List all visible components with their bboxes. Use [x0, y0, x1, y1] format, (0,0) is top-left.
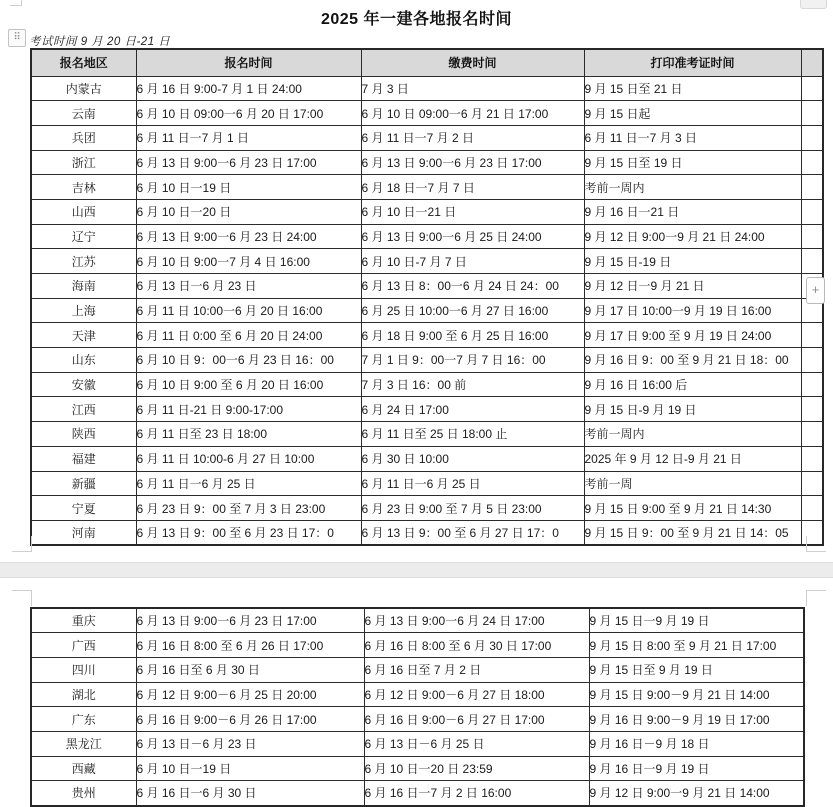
registration-table-page1 — [30, 48, 824, 546]
table-header-row — [31, 49, 823, 76]
table-row — [31, 633, 804, 658]
table-row — [31, 175, 823, 200]
signup-time-cell[interactable]: 6 月 11 日一6 月 25 日 — [136, 471, 361, 496]
print-time-cell[interactable]: 9 月 15 日至 19 日 — [584, 150, 801, 175]
table-row — [31, 323, 823, 348]
signup-time-cell[interactable]: 6 月 13 日 9:00一6 月 23 日 17:00 — [136, 608, 364, 633]
payment-time-cell[interactable]: 6 月 13 日 9:00一6 月 24 日 17:00 — [364, 608, 589, 633]
payment-time-cell[interactable]: 6 月 23 日 9:00 至 7 月 5 日 23:00 — [361, 496, 584, 521]
payment-time-cell[interactable]: 6 月 18 日一7 月 7 日 — [361, 175, 584, 200]
signup-time-cell[interactable]: 6 月 16 日 8:00 至 6 月 26 日 17:00 — [136, 633, 364, 658]
print-time-cell[interactable]: 9 月 15 日一9 月 19 日 — [589, 608, 804, 633]
payment-time-cell[interactable]: 6 月 12 日 9:00－6 月 27 日 18:00 — [364, 682, 589, 707]
print-time-cell[interactable]: 9 月 15 日 8:00 至 9 月 21 日 17:00 — [589, 633, 804, 658]
region-cell[interactable]: 贵州 — [31, 781, 136, 806]
print-time-cell[interactable]: 9 月 15 日 9：00 至 9 月 21 日 14：05 — [584, 520, 801, 545]
signup-time-cell[interactable]: 6 月 12 日 9:00－6 月 25 日 20:00 — [136, 682, 364, 707]
payment-time-cell[interactable]: 6 月 16 日一7 月 2 日 16:00 — [364, 781, 589, 806]
payment-time-cell[interactable]: 7 月 1 日 9：00一7 月 7 日 16：00 — [361, 348, 584, 373]
print-time-cell[interactable]: 6 月 11 日一7 月 3 日 — [584, 125, 801, 150]
print-time-cell[interactable]: 9 月 16 日一9 月 19 日 — [589, 756, 804, 781]
table-row — [31, 520, 823, 545]
overflow-cell — [801, 446, 823, 471]
region-cell[interactable]: 辽宁 — [31, 224, 136, 249]
table-row — [31, 471, 823, 496]
payment-time-cell[interactable]: 6 月 10 日一21 日 — [361, 199, 584, 224]
payment-time-cell[interactable]: 7 月 3 日 16：00 前 — [361, 372, 584, 397]
print-time-cell[interactable]: 9 月 16 日 9:00－9 月 19 日 17:00 — [589, 707, 804, 732]
table-row — [31, 125, 823, 150]
overflow-cell — [801, 249, 823, 274]
region-cell[interactable]: 福建 — [31, 446, 136, 471]
table-row — [31, 397, 823, 422]
print-time-cell[interactable]: 9 月 15 日至 9 月 19 日 — [589, 657, 804, 682]
payment-time-cell[interactable]: 6 月 10 日 09:00一6 月 21 日 17:00 — [361, 101, 584, 126]
signup-time-cell[interactable]: 6 月 13 日 9:00一6 月 23 日 17:00 — [136, 150, 361, 175]
table-row — [31, 707, 804, 732]
region-cell[interactable]: 上海 — [31, 298, 136, 323]
region-cell[interactable]: 湖北 — [31, 682, 136, 707]
table-row — [31, 657, 804, 682]
payment-time-cell[interactable]: 6 月 25 日 10:00一6 月 27 日 16:00 — [361, 298, 584, 323]
signup-time-cell[interactable]: 6 月 13 日 9:00一6 月 23 日 24:00 — [136, 224, 361, 249]
overflow-cell — [801, 125, 823, 150]
page2-top-left-margin-mark — [12, 590, 32, 606]
overflow-cell — [801, 224, 823, 249]
page1-bottom-left-margin-mark — [12, 536, 32, 552]
payment-time-cell[interactable]: 6 月 13 日 9：00 至 6 月 27 日 17：0 — [361, 520, 584, 545]
region-cell[interactable]: 海南 — [31, 274, 136, 299]
signup-time-cell[interactable]: 6 月 10 日一19 日 — [136, 175, 361, 200]
print-time-cell[interactable]: 9 月 15 日-19 日 — [584, 249, 801, 274]
table-row — [31, 496, 823, 521]
print-time-cell[interactable]: 9 月 16 日一21 日 — [584, 199, 801, 224]
region-cell[interactable]: 重庆 — [31, 608, 136, 633]
table-row — [31, 274, 823, 299]
print-time-cell[interactable]: 9 月 15 日-9 月 19 日 — [584, 397, 801, 422]
region-cell[interactable]: 广西 — [31, 633, 136, 658]
region-cell[interactable]: 安徽 — [31, 372, 136, 397]
region-cell[interactable]: 山西 — [31, 199, 136, 224]
signup-time-cell[interactable]: 6 月 10 日 9:00一7 月 4 日 16:00 — [136, 249, 361, 274]
table-row — [31, 249, 823, 274]
print-time-cell[interactable]: 9 月 16 日－9 月 18 日 — [589, 731, 804, 756]
table-row — [31, 756, 804, 781]
region-cell[interactable]: 山东 — [31, 348, 136, 373]
payment-time-cell[interactable]: 7 月 3 日 — [361, 76, 584, 101]
region-cell[interactable]: 云南 — [31, 101, 136, 126]
payment-time-cell[interactable]: 6 月 16 日 8:00 至 6 月 30 日 17:00 — [364, 633, 589, 658]
payment-time-cell[interactable]: 6 月 13 日－6 月 25 日 — [364, 731, 589, 756]
overflow-cell — [801, 496, 823, 521]
overflow-cell — [801, 348, 823, 373]
table-row — [31, 348, 823, 373]
region-cell[interactable]: 新疆 — [31, 471, 136, 496]
registration-table-page2 — [30, 607, 805, 807]
region-cell[interactable]: 天津 — [31, 323, 136, 348]
table-row — [31, 781, 804, 806]
table-row — [31, 298, 823, 323]
overflow-header-cell — [801, 49, 823, 76]
overflow-cell — [801, 101, 823, 126]
overflow-cell — [801, 175, 823, 200]
table-row — [31, 731, 804, 756]
payment-time-cell[interactable]: 6 月 16 日至 7 月 2 日 — [364, 657, 589, 682]
region-cell[interactable]: 宁夏 — [31, 496, 136, 521]
table-row — [31, 101, 823, 126]
print-time-cell[interactable]: 9 月 15 日起 — [584, 101, 801, 126]
header-print-time[interactable]: 打印准考证时间 — [584, 49, 801, 76]
table-row — [31, 76, 823, 101]
page1-bottom-right-margin-mark — [806, 536, 826, 552]
page-break-separator — [0, 562, 833, 578]
payment-time-cell[interactable]: 6 月 13 日 8：00一6 月 24 日 24：00 — [361, 274, 584, 299]
region-cell[interactable]: 河南 — [31, 520, 136, 545]
overflow-cell — [801, 397, 823, 422]
region-cell[interactable]: 黑龙江 — [31, 731, 136, 756]
payment-time-cell[interactable]: 6 月 11 日至 25 日 18:00 止 — [361, 422, 584, 447]
print-time-cell[interactable]: 9 月 12 日 9:00一9 月 21 日 24:00 — [584, 224, 801, 249]
overflow-cell — [801, 471, 823, 496]
print-time-cell[interactable]: 考前一周内 — [584, 422, 801, 447]
table-row — [31, 150, 823, 175]
drag-handle-icon[interactable]: ⠿ — [8, 29, 26, 47]
page2-top-right-margin-mark — [806, 590, 826, 606]
signup-time-cell[interactable]: 6 月 10 日 9:00 至 6 月 20 日 16:00 — [136, 372, 361, 397]
signup-time-cell[interactable]: 6 月 16 日 9:00－6 月 26 日 17:00 — [136, 707, 364, 732]
print-time-cell[interactable]: 9 月 15 日 9:00－9 月 21 日 14:00 — [589, 682, 804, 707]
region-cell[interactable]: 浙江 — [31, 150, 136, 175]
payment-time-cell[interactable]: 6 月 24 日 17:00 — [361, 397, 584, 422]
signup-time-cell[interactable]: 6 月 13 日－6 月 23 日 — [136, 731, 364, 756]
payment-time-cell[interactable]: 6 月 11 日一6 月 25 日 — [361, 471, 584, 496]
payment-time-cell[interactable]: 6 月 18 日 9:00 至 6 月 25 日 16:00 — [361, 323, 584, 348]
table-row — [31, 422, 823, 447]
region-cell[interactable]: 陕西 — [31, 422, 136, 447]
region-cell[interactable]: 江西 — [31, 397, 136, 422]
signup-time-cell[interactable]: 6 月 16 日一6 月 30 日 — [136, 781, 364, 806]
signup-time-cell[interactable]: 6 月 11 日 10:00-6 月 27 日 10:00 — [136, 446, 361, 471]
signup-time-cell[interactable]: 6 月 11 日 0:00 至 6 月 20 日 24:00 — [136, 323, 361, 348]
overflow-cell — [801, 76, 823, 101]
overflow-cell — [801, 422, 823, 447]
add-row-button[interactable]: + — [806, 277, 825, 304]
payment-time-cell[interactable]: 6 月 13 日 9:00一6 月 25 日 24:00 — [361, 224, 584, 249]
signup-time-cell[interactable]: 6 月 16 日至 6 月 30 日 — [136, 657, 364, 682]
payment-time-cell[interactable]: 6 月 16 日 9:00－6 月 27 日 17:00 — [364, 707, 589, 732]
print-time-cell[interactable]: 考前一周内 — [584, 175, 801, 200]
payment-time-cell[interactable]: 6 月 10 日-7 月 7 日 — [361, 249, 584, 274]
signup-time-cell[interactable]: 6 月 16 日 9:00-7 月 1 日 24:00 — [136, 76, 361, 101]
signup-time-cell[interactable]: 6 月 11 日一7 月 1 日 — [136, 125, 361, 150]
signup-time-cell[interactable]: 6 月 10 日一19 日 — [136, 756, 364, 781]
page-title[interactable]: 2025 年一建各地报名时间 — [320, 11, 513, 28]
table-row — [31, 608, 804, 633]
payment-time-cell[interactable]: 6 月 13 日 9:00一6 月 23 日 17:00 — [361, 150, 584, 175]
table-row — [31, 682, 804, 707]
region-cell[interactable]: 吉林 — [31, 175, 136, 200]
payment-time-cell[interactable]: 6 月 11 日一7 月 2 日 — [361, 125, 584, 150]
table-row — [31, 199, 823, 224]
print-time-cell[interactable]: 9 月 16 日 16:00 后 — [584, 372, 801, 397]
print-time-cell[interactable]: 9 月 17 日 10:00一9 月 19 日 16:00 — [584, 298, 801, 323]
region-cell[interactable]: 内蒙古 — [31, 76, 136, 101]
table-row — [31, 446, 823, 471]
signup-time-cell[interactable]: 6 月 10 日 9：00一6 月 23 日 16：00 — [136, 348, 361, 373]
table-row — [31, 372, 823, 397]
print-time-cell[interactable]: 9 月 16 日 9：00 至 9 月 21 日 18：00 — [584, 348, 801, 373]
overflow-cell — [801, 323, 823, 348]
print-time-cell[interactable]: 9 月 12 日一9 月 21 日 — [584, 274, 801, 299]
signup-time-cell[interactable]: 6 月 11 日-21 日 9:00-17:00 — [136, 397, 361, 422]
signup-time-cell[interactable]: 6 月 13 日一6 月 23 日 — [136, 274, 361, 299]
print-time-cell[interactable]: 9 月 12 日 9:00一9 月 21 日 14:00 — [589, 781, 804, 806]
header-region[interactable]: 报名地区 — [31, 49, 136, 76]
print-time-cell[interactable]: 9 月 15 日至 21 日 — [584, 76, 801, 101]
overflow-cell — [801, 372, 823, 397]
signup-time-cell[interactable]: 6 月 23 日 9：00 至 7 月 3 日 23:00 — [136, 496, 361, 521]
region-cell[interactable]: 江苏 — [31, 249, 136, 274]
region-cell[interactable]: 西藏 — [31, 756, 136, 781]
print-time-cell[interactable]: 9 月 17 日 9:00 至 9 月 19 日 24:00 — [584, 323, 801, 348]
signup-time-cell[interactable]: 6 月 11 日至 23 日 18:00 — [136, 422, 361, 447]
print-time-cell[interactable]: 考前一周 — [584, 471, 801, 496]
signup-time-cell[interactable]: 6 月 13 日 9：00 至 6 月 23 日 17：0 — [136, 520, 361, 545]
payment-time-cell[interactable]: 6 月 30 日 10:00 — [361, 446, 584, 471]
overflow-cell — [801, 199, 823, 224]
region-cell[interactable]: 兵团 — [31, 125, 136, 150]
print-time-cell[interactable]: 9 月 15 日 9:00 至 9 月 21 日 14:30 — [584, 496, 801, 521]
header-payment-time[interactable]: 缴费时间 — [361, 49, 584, 76]
signup-time-cell[interactable]: 6 月 11 日 10:00一6 月 20 日 16:00 — [136, 298, 361, 323]
print-time-cell[interactable]: 2025 年 9 月 12 日-9 月 21 日 — [584, 446, 801, 471]
exam-time-note[interactable]: 考试时间 9 月 20 日-21 日 — [29, 36, 171, 48]
overflow-cell — [801, 150, 823, 175]
table-row — [31, 224, 823, 249]
signup-time-cell[interactable]: 6 月 10 日 09:00一6 月 20 日 17:00 — [136, 101, 361, 126]
header-signup-time[interactable]: 报名时间 — [136, 49, 361, 76]
payment-time-cell[interactable]: 6 月 10 日一20 日 23:59 — [364, 756, 589, 781]
region-cell[interactable]: 四川 — [31, 657, 136, 682]
signup-time-cell[interactable]: 6 月 10 日一20 日 — [136, 199, 361, 224]
region-cell[interactable]: 广东 — [31, 707, 136, 732]
